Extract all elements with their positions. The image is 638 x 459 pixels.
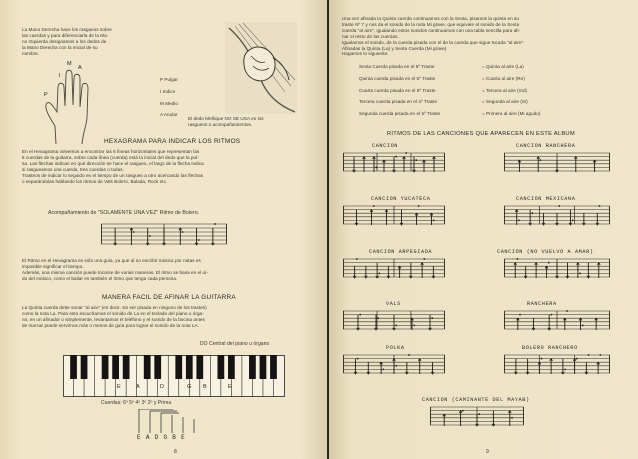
hexagram-bolero-ranchero <box>504 352 610 383</box>
tuning-row-left: Cuarta cuerda pisada en el 5º Traste <box>359 87 436 93</box>
song-label-yucateca: CANCION YUCATECA <box>371 196 431 202</box>
string-note-2: B <box>172 434 182 441</box>
tuning-row <box>359 111 629 117</box>
hexagram-ranchera <box>504 150 610 181</box>
song-label-polka: POLKA <box>386 345 405 351</box>
string-note-3: G <box>163 434 173 441</box>
tuning-heading: MANERA FACIL DE AFINAR LA GUITARRA <box>102 294 236 301</box>
string-note-5: A <box>145 434 155 441</box>
tuning-continuation: Una vez afinada la Quinta cuerda continuamos con la Sexta, pisamos la quinta en su traste Nº 7 y nos da el sonido de la nota Mi grave, que equivale al sonido de la Sexta cuerda "al aire", igualando estos sonidos continuamos con una tabla sencilla para afi- nar el resto de las cuerdas. Igualamos el sonido, de la cuerda pisada con el de la cuerda que sigue tocada "al aire". Afinadas la Quinta (La) y Sexta Cuerda (Mi grave) Hagamos lo siguiente: <box>342 16 525 57</box>
finger-legend-p: P Pulgar <box>160 76 178 82</box>
piano-key-b: B <box>203 384 207 390</box>
song-label-ranchera: CANCION RANCHERA <box>516 143 576 149</box>
strings-caption: Cuerdas: 6º 5º 4º 3º 2º y Prima <box>101 400 172 406</box>
finger-letter-a: A <box>78 65 82 71</box>
hand-fingers-illustration <box>38 60 102 146</box>
piano-key-a: A <box>136 384 140 390</box>
hexagram-explanation: En el Hexagrama volvemos a encontrar las 6 líneas horizontales que representan las 6 cuerdas de la guitarra, sobre cada línea (cuerda) está la inicial del dedo que la pul- sa. Las flechas indican en qué dirección se hace el rasgueo, el largo de la flecha indica si rasgueamos una cuerda, tres cuerdas o todas. Trasteos de indicar lo seguido en el tiempo de un rasgueo a otro acercando las flechas o separándolas hablando los ritmos de Vals Bolero, Balada, Rock etc. <box>22 149 204 184</box>
piano-key-e-high: E <box>228 384 232 390</box>
song-label-cancion: CANCION <box>372 143 398 149</box>
tuning-row <box>359 64 629 70</box>
hexagram-no-vuelvo <box>504 256 610 287</box>
tuning-row-right: = Cuarta al aire (Re) <box>482 75 525 81</box>
tuning-row-left: Sexta Cuerda pisada en el 5º Traste <box>359 63 435 69</box>
string-note-1: E <box>181 434 190 441</box>
piano-key-e: E <box>117 384 121 390</box>
hexagram-ranchera-2 <box>504 308 610 339</box>
song-label-caminante: CANCION (CAMINANTE DEL MAYAB) <box>422 397 530 403</box>
finger-letter-m: M <box>67 61 72 67</box>
finger-legend <box>160 71 178 124</box>
tuning-explanation: La Quinta cuerda debe sonar "al aire" (es decir, sin ser pisada en ninguno de los trastes) como la nota La. Para esto escuchamos el sonido de La en el teclado del piano u órga- no, en un afinador o simplemente, levantamos el teléfono y el sonido de la bocina antes de marcar puede servirnos más o menos de guía para lograr el sonido de la nota LA. <box>22 305 207 328</box>
right-hand-intro: La Mano Derecha hace los rasgueos sobre las cuerdas y para diferenciarla de la Ma- no Izquierda designamos a los dedos de la Mano Derecha con la inicial de su nombre. <box>22 27 112 56</box>
hexagram-yucateca <box>343 203 445 234</box>
right-page <box>329 0 638 459</box>
tuning-row-right: = Tercera al aire (Sol) <box>482 87 528 93</box>
piano-keyboard <box>63 355 285 397</box>
tuning-row <box>359 99 629 105</box>
rhythm-note: El Ritmo en el Hexagrama es sólo una guía, ya que al no escribir música por notas es imposible significar el tiempo. Además, una misma canción puede tocarse de varias maneras. El ritmo se basa en el oí- do del músico, como el bailar es también el ritmo que tenga cada persona. <box>22 258 209 281</box>
tuning-row-left: Segunda cuerda pisada en el 5º Traste <box>359 111 441 117</box>
hexagram-caminante <box>430 404 524 435</box>
hexagram-vals <box>343 308 445 339</box>
song-label-arpegiada: CANCION ARPEGIADA <box>369 249 433 255</box>
piano-caption: DO Central del piano u órgano <box>200 341 270 347</box>
song-label-vals: VALS <box>386 301 401 307</box>
page-number-right: 9 <box>486 449 489 455</box>
finger-legend-m: M Medio <box>160 100 178 106</box>
rhythms-heading: RITMOS DE LAS CANCIONES QUE APARECEN EN ESTE ALBUM <box>387 131 575 137</box>
finger-letter-i: I <box>59 73 61 79</box>
hexagram-cancion <box>343 150 445 181</box>
example-caption: Acompañamiento de "SOLAMENTE UNA VEZ" Ritmo de Bolero. <box>48 210 200 216</box>
strumming-hand-photo <box>225 22 297 114</box>
song-label-ranchera-2: RANCHERA <box>527 301 557 307</box>
tuning-row <box>359 88 629 94</box>
piano-key-d: D <box>160 384 164 390</box>
pinky-note: El dedo Meñique NO SE USA en los rasgueos o acompañamientos. <box>188 116 264 127</box>
hexagram-heading: HEXAGRAMA PARA INDICAR LOS RITMOS <box>104 138 241 145</box>
tuning-table <box>359 58 629 123</box>
tuning-row-left: Tercera cuerda pisada en el 4º Traste <box>359 99 438 105</box>
tuning-row-right: = Segunda al aire (Si) <box>482 99 528 105</box>
tuning-row <box>359 76 629 82</box>
song-label-mexicana: CANCION MEXICANA <box>516 196 576 202</box>
hexagram-polka <box>343 352 445 383</box>
finger-letter-p: P <box>44 92 48 98</box>
song-label-no-vuelvo: CANCION (NO VUELVO A AMAR) <box>497 249 594 255</box>
page-number-left: 8 <box>174 449 177 455</box>
song-label-bolero-ranchero: BOLERO RANCHERO <box>522 345 578 351</box>
string-note-letters <box>137 434 190 441</box>
bolero-hexagram <box>101 221 227 254</box>
finger-legend-a: A Anular <box>160 112 178 118</box>
hexagram-arpegiada <box>343 256 445 287</box>
tuning-row-right: = Primera al aire (Mi agudo) <box>482 111 541 117</box>
tuning-row-left: Quinta cuerda pisada en el 5º Traste <box>359 75 436 81</box>
tuning-row-right: = Quinta al aire (La) <box>482 63 524 69</box>
finger-legend-i: I Indice <box>160 88 176 94</box>
hexagram-mexicana <box>504 203 610 234</box>
string-note-6: E <box>137 434 146 441</box>
piano-key-g: G <box>187 384 192 390</box>
string-note-4: D <box>154 434 164 441</box>
